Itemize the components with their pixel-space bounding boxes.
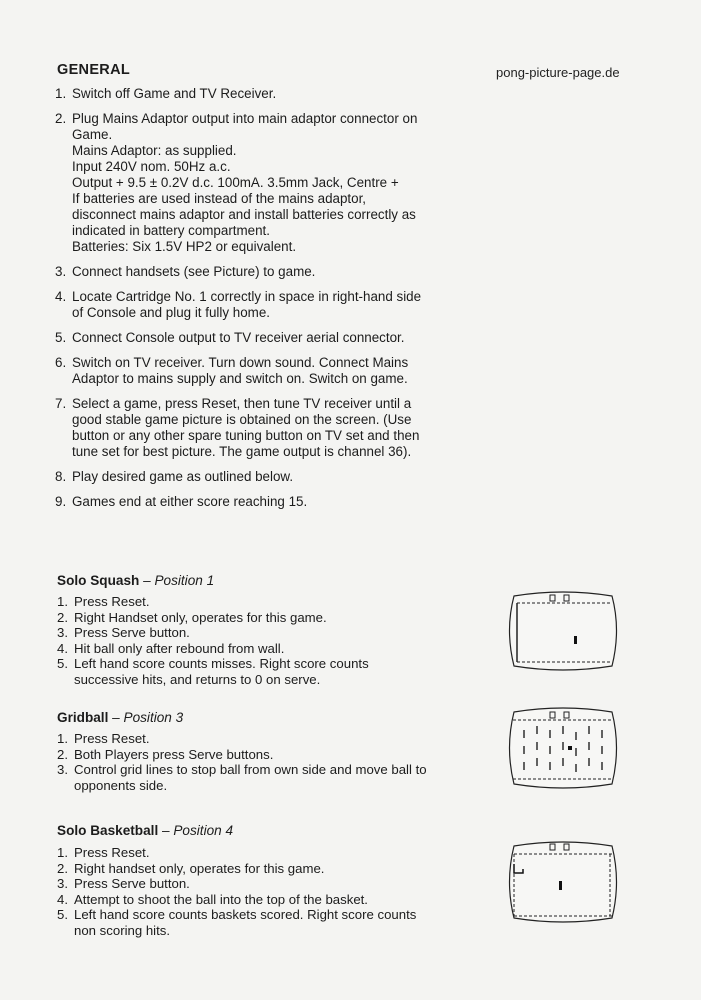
step-item — [57, 731, 431, 747]
step-item — [57, 594, 431, 610]
step-text: Press Reset. — [74, 731, 150, 746]
general-item — [55, 289, 430, 321]
step-text: Attempt to shoot the ball into the top of the basket. — [74, 891, 368, 907]
step-number: 4. — [57, 640, 68, 656]
item-text: Locate Cartridge No. 1 correctly in space in right-hand side of Console and plug it fully home. — [72, 289, 422, 320]
item-number: 1. — [55, 86, 67, 101]
item-text: Switch off Game and TV Receiver. — [72, 86, 277, 101]
step-text: Right Handset only, operates for this game. — [74, 609, 327, 625]
item-text: Play desired game as outlined below. — [72, 469, 294, 484]
item-text: Switch on TV receiver. Turn down sound. Connect Mains Adaptor to mains supply and switch on. Switch on game. — [72, 355, 409, 386]
step-number: 5. — [57, 907, 68, 922]
general-item — [55, 469, 430, 485]
general-item — [55, 396, 430, 460]
step-number: 2. — [57, 860, 68, 876]
step-number: 1. — [57, 731, 68, 746]
solo-basketball-heading — [57, 823, 233, 838]
item-number: 2. — [55, 111, 67, 126]
step-text: Left hand score counts misses. Right score counts successive hits, and returns to 0 on serve. — [74, 656, 369, 687]
solo-basketball-screen-illustration — [504, 840, 622, 924]
output-spec: Output + 9.5 ± 0.2V d.c. 100mA. 3.5mm Jack, Centre + — [72, 175, 399, 190]
step-number: 4. — [57, 891, 68, 907]
item-text: Games end at either score reaching 15. — [72, 494, 308, 509]
step-item — [57, 907, 431, 938]
step-item — [57, 876, 431, 892]
general-item — [55, 330, 430, 346]
adaptor-spec: Mains Adaptor: as supplied. — [72, 143, 237, 158]
step-text: Press Serve button. — [74, 625, 190, 640]
step-item — [57, 892, 431, 908]
solo-basketball-steps — [57, 845, 431, 938]
title-dash: – — [139, 573, 155, 588]
step-text: Press Reset. — [74, 594, 150, 609]
solo-squash-screen-illustration — [504, 590, 622, 672]
general-instructions — [55, 86, 430, 519]
game-position: Position 1 — [154, 573, 215, 588]
general-item — [55, 86, 430, 102]
solo-squash-steps — [57, 594, 431, 687]
step-text: Left hand score counts baskets scored. Right score counts non scoring hits. — [74, 907, 417, 938]
game-title: Solo Squash — [57, 573, 140, 588]
item-text: Connect Console output to TV receiver aerial connector. — [72, 330, 405, 345]
step-text: Hit ball only after rebound from wall. — [74, 640, 285, 656]
general-item — [55, 111, 430, 255]
item-number: 9. — [55, 494, 67, 509]
step-text: Both Players press Serve buttons. — [74, 746, 274, 762]
step-number: 3. — [57, 876, 68, 891]
battery-note: If batteries are used instead of the mains adaptor, disconnect mains adaptor and install batteries correctly as indicated in battery compartment. — [72, 191, 416, 238]
step-number: 3. — [57, 762, 68, 777]
step-item — [57, 747, 431, 763]
step-item — [57, 845, 431, 861]
title-dash: – — [158, 823, 174, 838]
step-number: 2. — [57, 746, 68, 762]
game-title: Gridball — [57, 710, 109, 725]
item-text: Select a game, press Reset, then tune TV receiver until a good stable game picture is obtained on the screen. (Use button or any other spare tuning button on TV set and then tune set for best picture. The game output is channel 36). — [72, 396, 420, 459]
game-position: Position 4 — [173, 823, 234, 838]
step-item — [57, 861, 431, 877]
game-title: Solo Basketball — [57, 823, 159, 838]
battery-spec: Batteries: Six 1.5V HP2 or equivalent. — [72, 239, 297, 254]
step-number: 1. — [57, 845, 68, 860]
general-heading: GENERAL — [57, 62, 130, 78]
step-number: 1. — [57, 594, 68, 609]
game-position: Position 3 — [123, 710, 184, 725]
source-label: pong-picture-page.de — [496, 65, 620, 80]
gridball-screen-illustration — [504, 706, 622, 790]
item-number: 4. — [55, 289, 67, 304]
step-number: 3. — [57, 625, 68, 640]
item-number: 3. — [55, 264, 67, 279]
step-text: Right handset only, operates for this game. — [74, 860, 325, 876]
step-number: 5. — [57, 656, 68, 671]
step-text: Control grid lines to stop ball from own side and move ball to opponents side. — [74, 762, 427, 793]
item-number: 6. — [55, 355, 67, 370]
input-spec: Input 240V nom. 50Hz a.c. — [72, 159, 231, 174]
item-text: Plug Mains Adaptor output into main adaptor connector on Game. — [72, 111, 418, 142]
item-number: 5. — [55, 330, 67, 345]
general-item — [55, 355, 430, 387]
step-item — [57, 762, 431, 793]
step-text: Press Reset. — [74, 845, 150, 860]
item-number: 8. — [55, 469, 67, 484]
gridball-heading — [57, 710, 183, 725]
general-item — [55, 264, 430, 280]
solo-squash-heading — [57, 573, 214, 588]
step-text: Press Serve button. — [74, 876, 190, 891]
item-number: 7. — [55, 396, 67, 411]
general-item — [55, 494, 430, 510]
title-dash: – — [108, 710, 124, 725]
step-item — [57, 610, 431, 626]
step-item — [57, 641, 431, 657]
step-item — [57, 625, 431, 641]
step-number: 2. — [57, 609, 68, 625]
step-item — [57, 656, 431, 687]
gridball-steps — [57, 731, 431, 793]
item-text: Connect handsets (see Picture) to game. — [72, 264, 316, 279]
